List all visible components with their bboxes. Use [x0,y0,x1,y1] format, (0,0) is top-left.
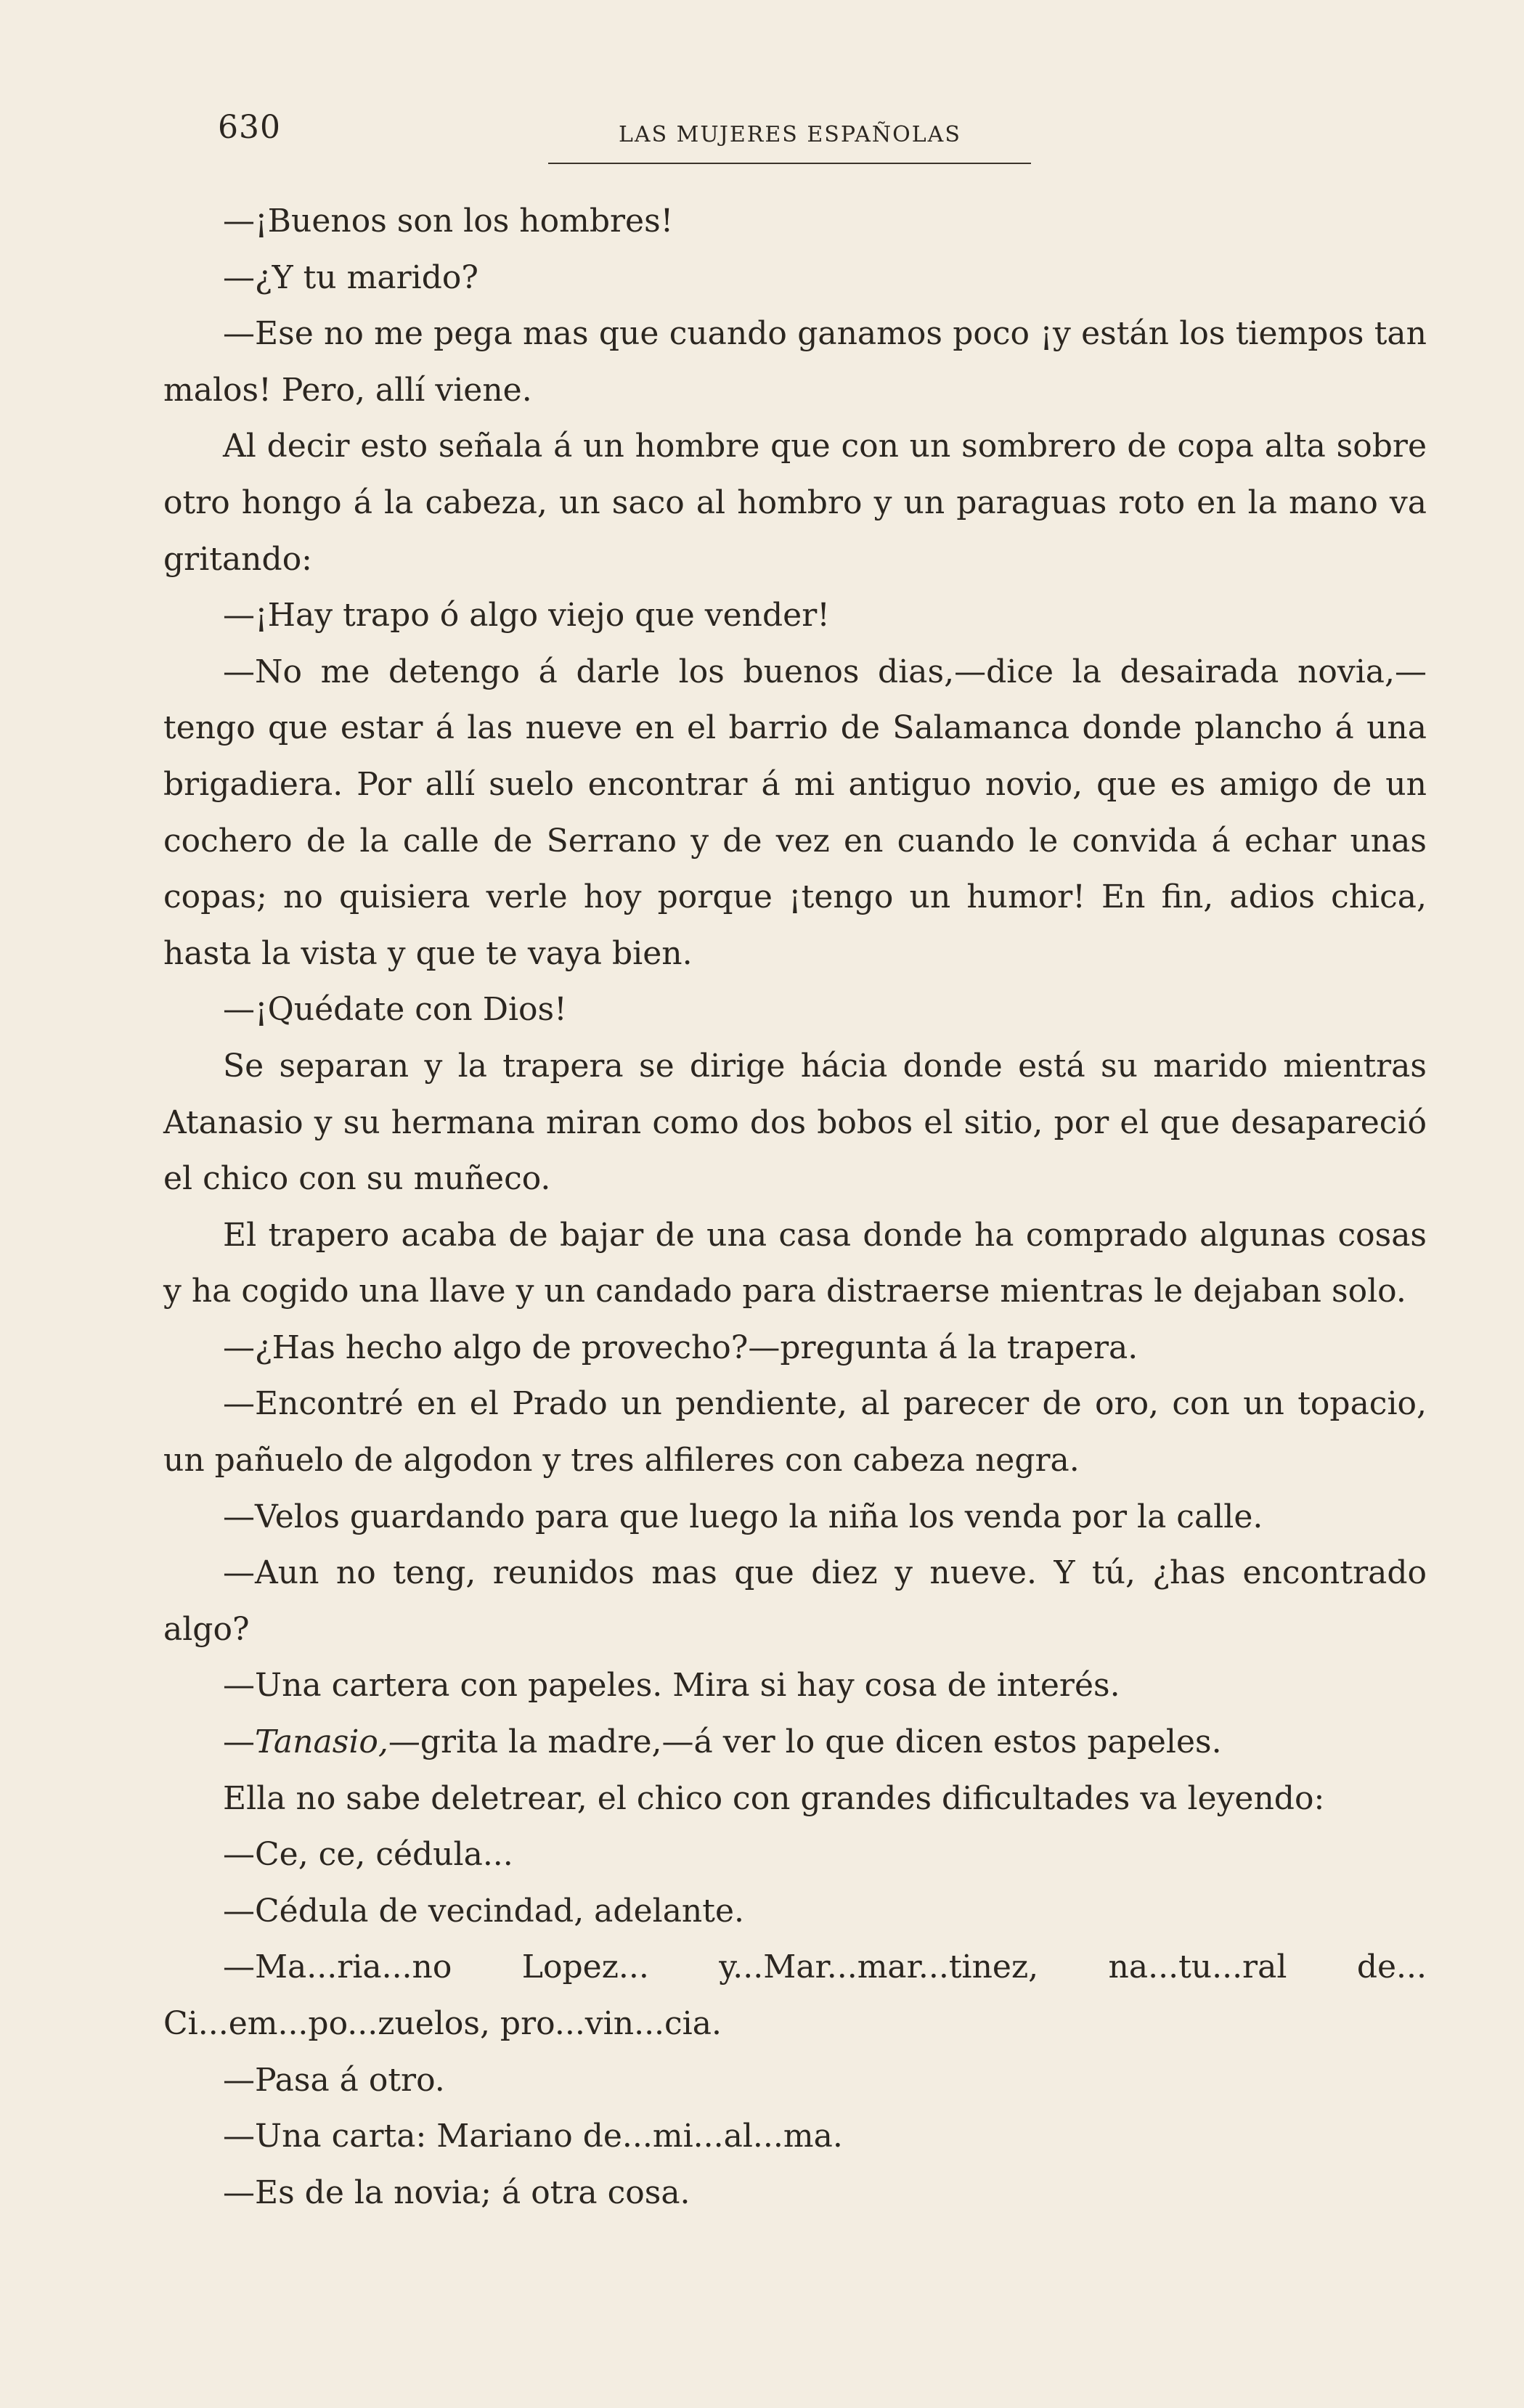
header-rule [548,163,1031,164]
paragraph: —Ma...ria...no Lopez... y...Mar...mar...tinez, na...tu...ral de... Ci...em...po...zuelos, pro...vin...cia. [163,1948,1427,2042]
paragraph: Se separan y la trapera se dirige hácia donde está su marido mientras Atanasio y su hermana miran como dos bobos el sitio, por el que desapareció el chico con su muñeco. [163,1047,1427,1198]
paragraph: —Ce, ce, cédula... [223,1836,513,1874]
paragraph: —¡Buenos son los hombres! [223,203,674,240]
paragraph: —Encontré en el Prado un pendiente, al parecer de oro, con un topacio, un pañuelo de algodon y tres alfileres con cabeza negra. [163,1385,1427,1480]
dash: — [223,1723,255,1761]
paragraph: —¡Hay trapo ó algo viejo que vender! [223,597,830,634]
italic-name: Tanasio, [255,1723,388,1761]
paragraph: Al decir esto señala á un hombre que con un sombrero de copa alta sobre otro hongo á la cabeza, un saco al hombro y un paraguas roto en la mano va gritando: [163,428,1427,578]
paragraph-italic-name [163,1714,1427,1771]
paragraph: —Ese no me pega mas que cuando ganamos poco ¡y están los tiempos tan malos! Pero, allí viene. [163,315,1427,409]
paragraph: —¿Has hecho algo de provecho?—pregunta á la trapera. [223,1329,1138,1366]
paragraph: —No me detengo á darle los buenos dias,—dice la desairada novia,—tengo que estar á las nueve en el barrio de Salamanca donde plancho á una brigadiera. Por allí suelo encontrar á mi antiguo novio, que es amigo de un cochero de la calle de Serrano y de vez en cuando le convida á echar unas copas; no quisiera verle hoy porque ¡tengo un humor! En fin, adios chica, hasta la vista y que te vaya bien. [163,653,1427,972]
paragraph-rest: —grita la madre,—á ver lo que dicen estos papeles. [388,1723,1222,1761]
paragraph: —Pasa á otro. [223,2061,445,2099]
paragraph: —Velos guardando para que luego la niña los venda por la calle. [223,1498,1263,1535]
paragraph: —Una cartera con papeles. Mira si hay cosa de interés. [223,1667,1120,1705]
paragraph: El trapero acaba de bajar de una casa donde ha comprado algunas cosas y ha cogido una llave y un candado para distraerse mientras le dejaban solo. [163,1216,1427,1310]
paragraph: —Una carta: Mariano de...mi...al...ma. [223,2118,843,2155]
paragraph: —¡Quédate con Dios! [223,991,567,1029]
page-header [167,109,1049,167]
paragraph: —Es de la novia; á otra cosa. [223,2174,690,2211]
paragraph: —¿Y tu marido? [223,258,478,296]
body-text [163,193,1427,2221]
paragraph: —Cédula de vecindad, adelante. [223,1892,744,1930]
paragraph: —Aun no teng, reunidos mas que diez y nueve. Y tú, ¿has encontrado algo? [163,1554,1427,1648]
page-number: 630 [218,109,281,146]
running-title: LAS MUJERES ESPAÑOLAS [619,122,961,147]
paragraph: Ella no sabe deletrear, el chico con grandes dificultades va leyendo: [223,1779,1325,1817]
